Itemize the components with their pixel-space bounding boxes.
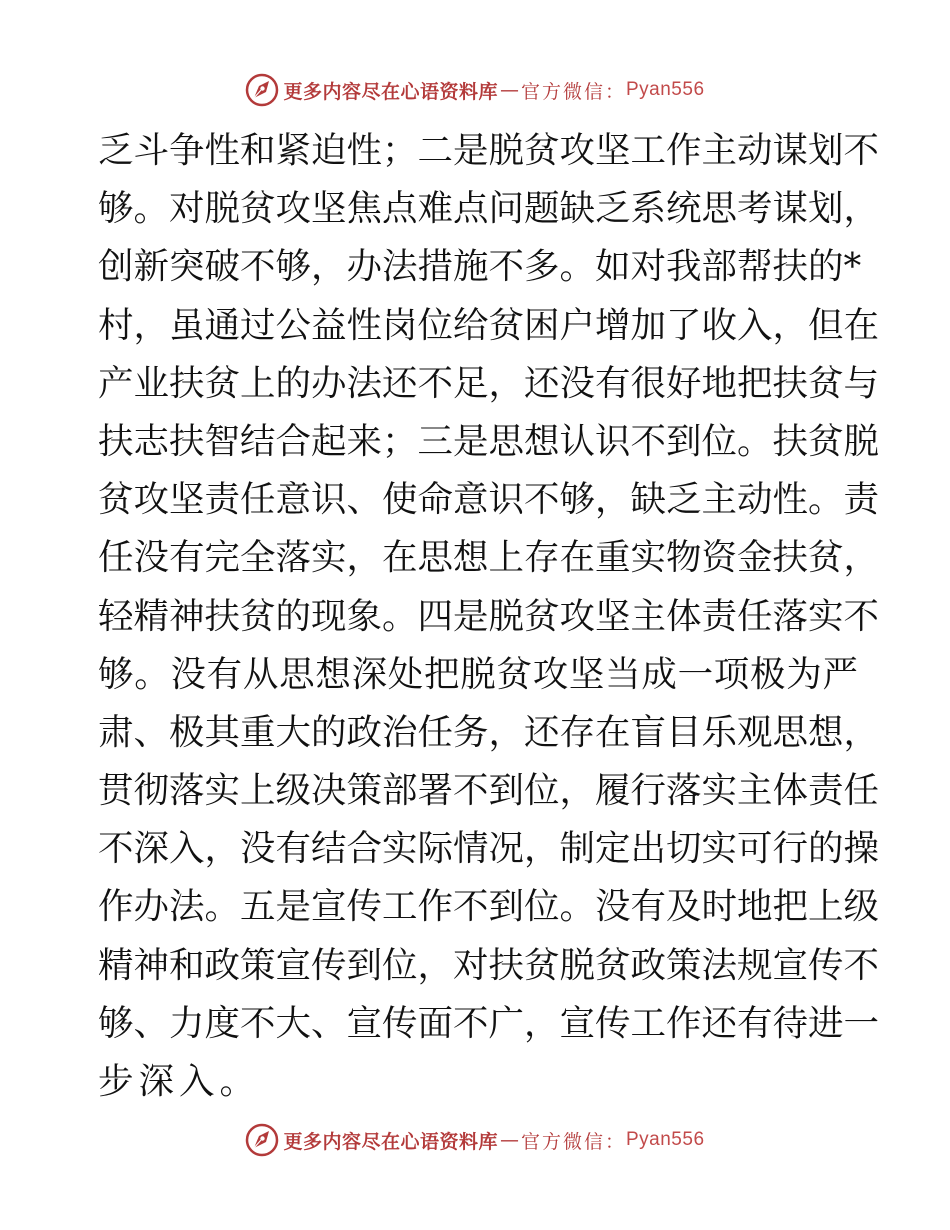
banner-wechat-id: Pyan556 — [626, 79, 705, 100]
text-line: 轻精神扶贫的现象。四是脱贫攻坚主体责任落实不 — [98, 595, 880, 637]
text-line: 够、力度不大、宣传面不广，宣传工作还有待进一 — [98, 1002, 880, 1044]
banner-main-text: 更多内容尽在心语资料库 — [283, 80, 498, 103]
text-line: 肃、极其重大的政治任务，还存在盲目乐观思想， — [98, 711, 880, 753]
text-line: 乏斗争性和紧迫性；二是脱贫攻坚工作主动谋划不 — [98, 130, 880, 171]
text-line: 村，虽通过公益性岗位给贫困户增加了收入，但在 — [98, 304, 880, 346]
pen-nib-logo-icon — [245, 73, 279, 107]
text-line: 步深入。 — [98, 1061, 261, 1102]
text-line: 任没有完全落实，在思想上存在重实物资金扶贫， — [98, 537, 880, 579]
text-line: 够。对脱贫攻坚焦点难点问题缺乏系统思考谋划， — [98, 188, 880, 230]
text-line: 创新突破不够，办法措施不多。如对我部帮扶的* — [98, 246, 862, 288]
text-line: 贫攻坚责任意识、使命意识不够，缺乏主动性。责 — [98, 479, 880, 521]
text-line: 作办法。五是宣传工作不到位。没有及时地把上级 — [98, 886, 880, 928]
banner-wechat-label: 官方微信： — [520, 1130, 626, 1153]
text-line: 贯彻落实上级决策部署不到位，履行落实主体责任 — [98, 770, 880, 812]
banner-wechat-label: 官方微信： — [520, 80, 626, 103]
text-line: 精神和政策宣传到位，对扶贫脱贫政策法规宣传不 — [98, 944, 880, 986]
text-line: 够。没有从思想深处把脱贫攻坚当成一项极为严 — [98, 653, 858, 695]
pen-nib-logo-icon — [245, 1123, 279, 1157]
header-watermark-banner — [0, 68, 950, 112]
banner-dash: — — [499, 1129, 519, 1151]
banner-main-text: 更多内容尽在心语资料库 — [283, 1130, 498, 1153]
text-line: 产业扶贫上的办法还不足，还没有很好地把扶贫与 — [98, 362, 880, 404]
text-line: 扶志扶智结合起来；三是思想认识不到位。扶贫脱 — [98, 420, 880, 462]
banner-dash: — — [499, 79, 519, 101]
document-body — [98, 122, 880, 1111]
banner-wechat-id: Pyan556 — [626, 1129, 705, 1150]
footer-watermark-banner — [0, 1118, 950, 1162]
text-line: 不深入，没有结合实际情况，制定出切实可行的操 — [98, 828, 880, 870]
